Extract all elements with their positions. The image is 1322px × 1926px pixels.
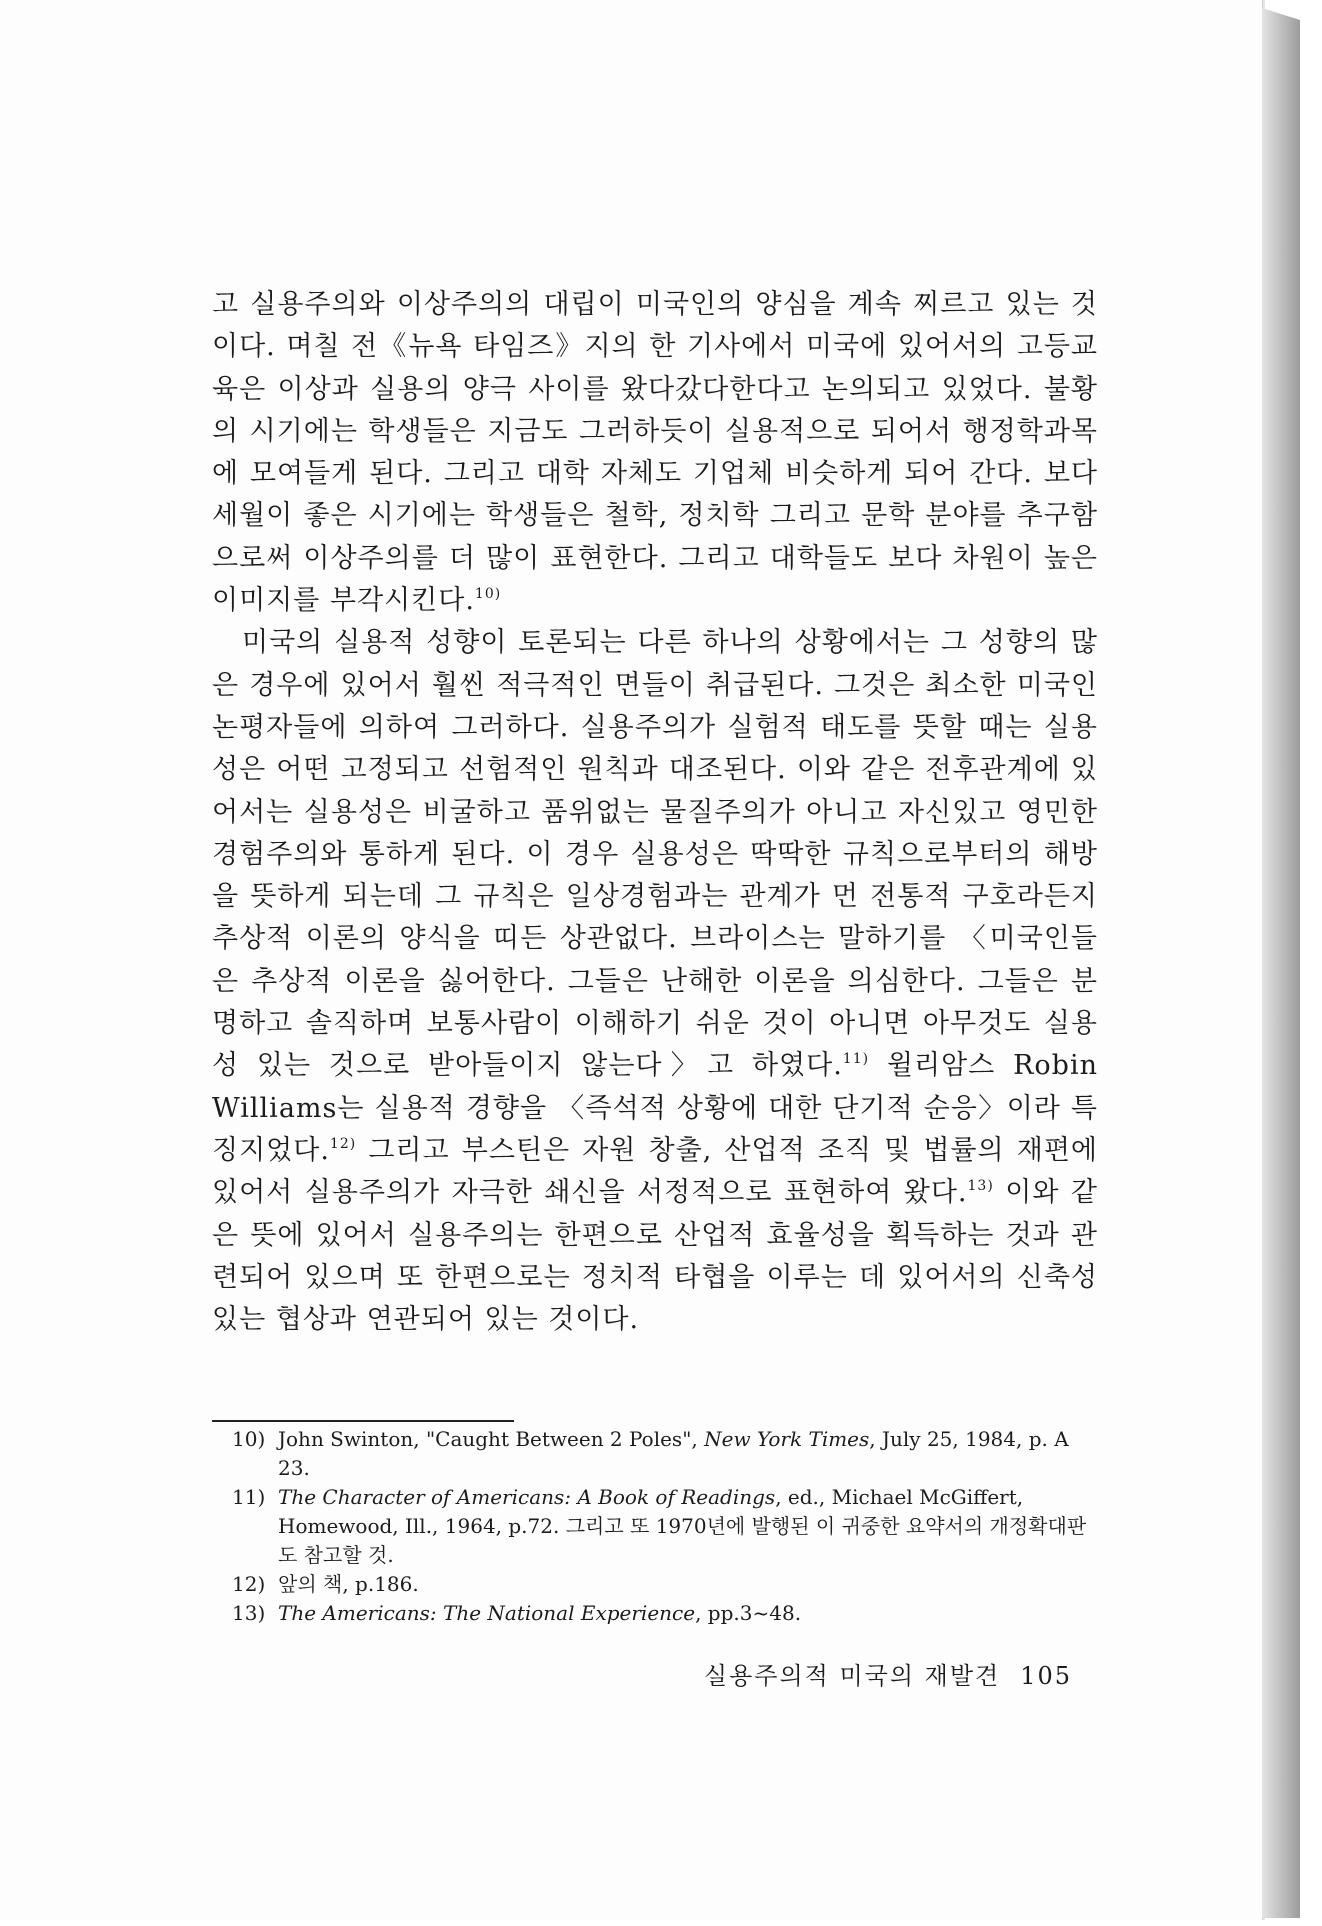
footnote-text: 앞의 책, p.186. <box>278 1572 419 1596</box>
paragraph-1 <box>212 284 1098 622</box>
footnote-ref-11: 11) <box>842 1051 870 1068</box>
paragraph-2-text-a: 미국의 실용적 성향이 토론되는 다른 하나의 상황에서는 그 성향의 많은 경우에 있어서 훨씬 적극적인 면들이 취급된다. 그것은 최소한 미국인 논평자들에 의하여 그러하다. 실용주의가 실험적 태도를 뜻할 때는 실용성은 어떤 고정되고 선험적인 원칙과 대조된다. 이와 같은 전후관계에 있어서는 실용성은 비굴하고 품위없는 물질주의가 아니고 자신있고 영민한 경험주의와 통하게 된다. 이 경우 실용성은 딱딱한 규칙으로부터의 해방을 뜻하게 되는데 그 규칙은 일상경험과는 관계가 먼 전통적 구호라든지 추상적 이론의 양식을 띠든 상관없다. 브라이스는 말하기를 〈미국인들은 추상적 이론을 싫어한다. 그들은 난해한 이론을 의심한다. 그들은 분명하고 솔직하며 보통사람이 이해하기 쉬운 것이 아니면 아무것도 실용성 있는 것으로 받아들이지 않는다〉고 하였다. <box>212 627 1098 1082</box>
paragraph-2-text-c: 그리고 부스틴은 자원 창출, 산업적 조직 및 법률의 재편에 있어서 실용주의가 자극한 쇄신을 서정적으로 표현하여 왔다. <box>212 1134 1098 1209</box>
footnote-title: The Character of Americans: A Book of Readings <box>278 1485 776 1509</box>
footnote-text: , ed., Michael McGiffert, Homewood, Ill., 1964, p.72. 그리고 또 1970년에 발행된 이 귀중한 요약서의 개정확대판도 참고할 것. <box>278 1485 1087 1567</box>
footnote-number: 10) <box>232 1427 266 1451</box>
footnote-text: , pp.3~48. <box>695 1601 802 1625</box>
footnote-ref-13: 13) <box>967 1178 994 1195</box>
page-number: 105 <box>1020 1662 1072 1690</box>
footnote-number: 12) <box>232 1572 266 1596</box>
footnote-number: 13) <box>232 1601 266 1625</box>
footnote-12 <box>232 1570 1098 1599</box>
footnote-title: The Americans: The National Experience <box>278 1601 696 1625</box>
footnote-10 <box>232 1425 1098 1483</box>
footnote-text: John Swinton, "Caught Between 2 Poles", <box>278 1427 705 1451</box>
footnotes <box>232 1425 1098 1628</box>
paragraph-2-text-d: 이와 같은 뜻에 있어서 실용주의는 한편으로 산업적 효율성을 획득하는 것과 관련되어 있으며 또 한편으로는 정치적 타협을 이루는 데 있어서의 신축성 있는 협상과 연관되어 있는 것이다. <box>212 1177 1098 1336</box>
running-footer <box>704 1656 1072 1691</box>
footnote-divider <box>212 1420 514 1422</box>
footnote-ref-10: 10) <box>474 586 502 603</box>
footnote-number: 11) <box>232 1485 266 1509</box>
footnote-11 <box>232 1483 1098 1570</box>
body-text <box>212 284 1098 1341</box>
footnote-text: , July 25, 1984, p. A 23. <box>278 1427 1069 1480</box>
paragraph-2 <box>212 622 1098 1341</box>
footnote-13 <box>232 1599 1098 1628</box>
running-title: 실용주의적 미국의 재발견 <box>703 1662 1001 1690</box>
paragraph-1-text: 고 실용주의와 이상주의의 대립이 미국인의 양심을 계속 찌르고 있는 것이다. 며칠 전《뉴욕 타임즈》지의 한 기사에서 미국에 있어서의 고등교육은 이상과 실용의 양극 사이를 왔다갔다한다고 논의되고 있었다. 불황의 시기에는 학생들은 지금도 그러하듯이 실용적으로 되어서 행정학과목에 모여들게 된다. 그리고 대학 자체도 기업체 비슷하게 되어 간다. 보다 세월이 좋은 시기에는 학생들은 철학, 정치학 그리고 문학 분야를 추구함으로써 이상주의를 더 많이 표현한다. 그리고 대학들도 보다 차원이 높은 이미지를 부각시킨다. <box>212 289 1098 617</box>
paragraph-2-text-b: 윌리암스 Robin Williams는 실용적 경향을 〈즉석적 상황에 대한 단기적 순응〉이라 특징지었다. <box>212 1050 1098 1166</box>
page-edge-shadow <box>1262 8 1300 1918</box>
footnote-ref-12: 12) <box>329 1135 357 1152</box>
footnote-title: New York Times <box>704 1427 870 1451</box>
